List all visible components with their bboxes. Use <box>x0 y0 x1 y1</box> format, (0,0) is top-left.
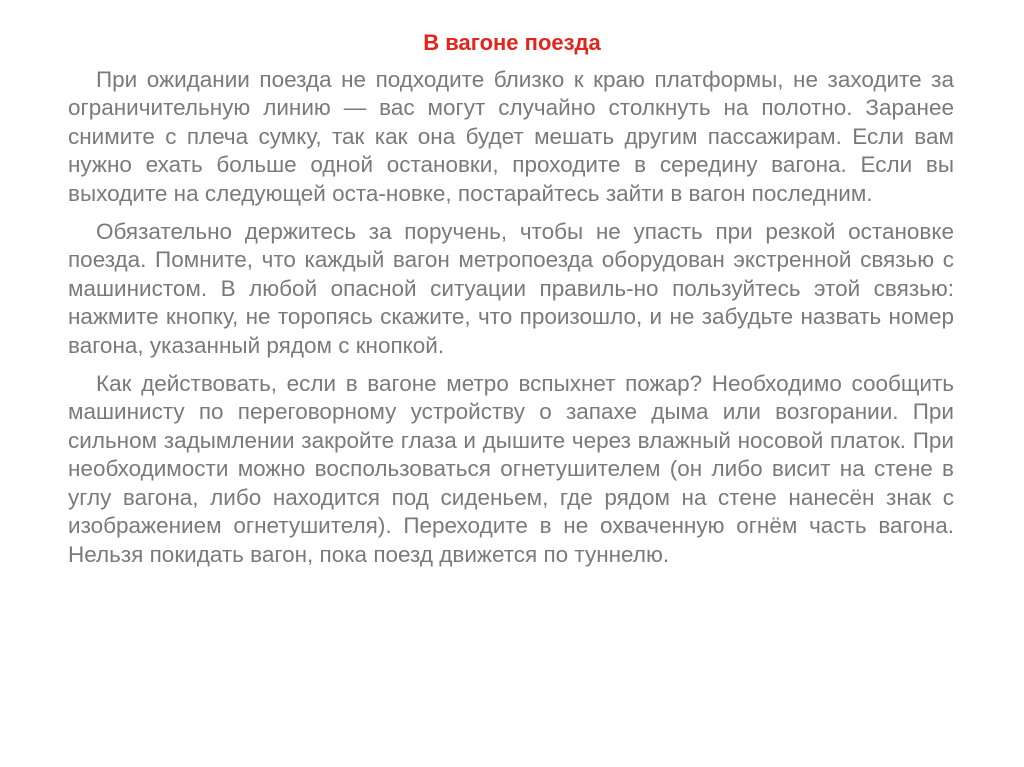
paragraph-emergency-communication: Обязательно держитесь за поручень, чтобы не упасть при резкой остановке поезда. Помните, что каждый вагон метропоезда оборудован экстренной связью с машинистом. В любой опасной ситуации правиль-но пользуйтесь этой связью: нажмите кнопку, не торопясь скажите, что произошло, и не забудьте назвать номер вагона, указанный рядом с кнопкой. <box>68 219 954 358</box>
paragraph-fire-in-carriage: Как действовать, если в вагоне метро вспыхнет пожар? Необходимо сообщить машинисту по переговорному устройству о запахе дыма или возгорании. При сильном задымлении закройте глаза и дышите через влажный носовой платок. При необходимости можно воспользоваться огнетушителем (он либо висит на стене в углу вагона, либо находится под сиденьем, где рядом на стене нанесён знак с изображением огнетушителя). Переходите в не охваченную огнём часть вагона. Нельзя покидать вагон, пока поезд движется по туннелю. <box>68 371 954 567</box>
slide-title: В вагоне поезда <box>423 30 601 55</box>
slide-body <box>68 66 954 579</box>
paragraph-platform-safety: При ожидании поезда не подходите близко к краю платформы, не заходите за ограничительную линию — вас могут случайно столкнуть на полотно. Заранее снимите с плеча сумку, так как она будет мешать другим пассажирам. Если вам нужно ехать больше одной остановки, проходите в середину вагона. Если вы выходите на следующей оста-новке, постарайтесь зайти в вагон последним. <box>68 67 954 206</box>
